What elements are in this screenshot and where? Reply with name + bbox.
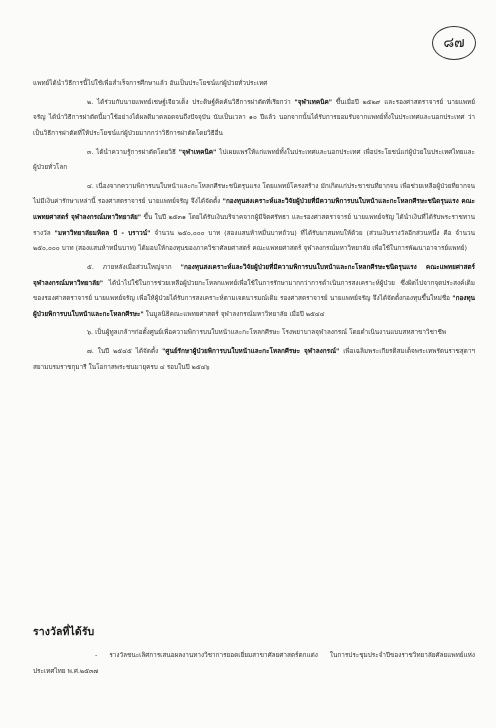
- item-2-text-2: ขึ้นเมื่อปี ๒๕๒๙ และรองศาสตราจารย์ นายแพทย์จรัญ ได้นำวิธีการผ่าตัดนี้มาใช้อย่างได้ผลดีมาตลอดจนถึงปัจจุบัน นับเป็นเวลา ๑๐ ปีแล้ว นอกจากนั้นได้รับการยอมรับจากแพทย์ทั้งในประเทศและนอกประเทศ ว่าเป็นวิธีการผ่าตัดที่ให้ประโยชน์แก่ผู้ป่วยมากกว่าวิธีการผ่าตัดโดยวิธีอื่น: [33, 97, 475, 137]
- item-6-paragraph: [33, 325, 475, 341]
- item-2-paragraph: [33, 95, 475, 142]
- item-4-paragraph: [33, 179, 475, 257]
- item-5-paragraph: [33, 260, 475, 322]
- item-5-text-3: ในมูลนิธิคณะแพทยศาสตร์ จุฬาลงกรณ์มหาวิทยาลัย เมื่อปี ๒๕๔๔: [143, 309, 325, 318]
- intro-paragraph: แพทย์ได้นำวิธีการนี้ไปใช้เพื่อสำเร็จการศึกษาแล้ว อันเป็นประโยชน์แก่ผู้ป่วยทั่วประเทศ: [33, 79, 268, 87]
- awards-body: [33, 648, 475, 682]
- item-5-text-1: ๕. ภายหลังเมื่อส่วนใหญ่จาก: [87, 262, 181, 271]
- item-4-bold-award-name: "มหาวิทยาลัยมหิดล บี - บราวน์": [54, 228, 151, 237]
- item-7-text-2: เพื่อเฉลิมพระเกียรติสมเด็จพระเทพรัตนราชสุดาฯ สยามบรมราชกุมารี ในโอกาสพระชนมายุครบ ๔ รอบในปี ๒๕๔๖: [33, 347, 475, 371]
- document-body: [33, 76, 475, 378]
- award-item: - รางวัลชนะเลิศการเสนอผลงานทางวิชาการยอดเยี่ยมสาขาศัลยศาสตร์ตกแต่ง ในการประชุมประจำปีของราชวิทยาลัยศัลยแพทย์แห่งประเทศไทย พ.ศ.๒๕๓๗: [33, 651, 475, 675]
- item-3-text-1: ๓. ได้นำความรู้การผ่าตัดโดยวิธี: [87, 147, 179, 156]
- item-7-paragraph: [33, 344, 475, 375]
- item-5-text-2: ได้นำไปใช้ในการช่วยเหลือผู้ป่วยกะโหลกแพทย์เพื่อใช้ในการรักษามากกว่าการดำเนินการสงเคราะห์ผู้ป่วย ซึ่งผิดไปจากจุดประสงค์เดิมของรองศาสตราจารย์ นายแพทย์จรัญ เพื่อให้ผู้ป่วยได้รับการสงเคราะห์ตามเจตนารมณ์เดิม รองศาสตราจารย์ นายแพทย์จรัญ จึงได้จัดตั้งกองทุนขึ้นใหม่ชื่อ: [33, 278, 475, 303]
- item-2-bold-term: "จุฬาเทคนิค": [294, 97, 333, 106]
- item-5-bold-fund-name: "กองทุนสงเคราะห์และวิจัยผู้ป่วยที่มีความพิการบนใบหน้าและกะโหลกศีรษะชนิดรุนแรง คณะแพทยศาสตร์ จุฬาลงกรณ์มหาวิทยาลัย": [33, 262, 475, 287]
- item-2-text-1: ๒. ได้ร่วมกับนายแพทย์เชษฐ์เจียวเต็ง ประดิษฐ์คิดค้นวิธีการผ่าตัดที่เรียกว่า: [87, 97, 295, 106]
- item-4-text-1: ๔. เนื่องจากความพิการบนใบหน้าและกะโหลกศีรษะชนิดรุนแรง โดยแพทย์โครงสร้าง มักเกิดแก่ประชาชนที่ยากจน เพื่อช่วยเหลือผู้ป่วยที่ยากจนไม่มีเงินค่ารักษาเหล่านี้ รองศาสตราจารย์ นายแพทย์จรัญ จึงได้จัดตั้ง: [33, 181, 475, 206]
- item-7-bold-center-name: "ศูนย์รักษาผู้ป่วยพิการบนใบหน้าและกะโหลกศีรษะ จุฬาลงกรณ์": [162, 347, 340, 356]
- item-4-text-3: จำนวน ๒๕๐,๐๐๐ บาท (สองแสนห้าหมื่นบาทถ้วน) ที่ได้รับมาสมทบให้ด้วย (ส่วนเงินรางวัลอีกส่วนหนึ่ง คือ จำนวน ๒๕๐,๐๐๐ บาท (สองแสนห้าหมื่นบาท) ได้มอบให้กองทุนของภาควิชาศัลยศาสตร์ คณะแพทยศาสตร์ จุฬาลงกรณ์มหาวิทยาลัย เพื่อใช้ในการพัฒนาอาจารย์แพทย์): [33, 228, 475, 253]
- item-4-text-2: ขึ้น ในปี ๒๕๓๑ โดยได้รับเงินบริจาคจากผู้มีจิตศรัทธา และรองศาสตราจารย์ นายแพทย์จรัญ ได้นำเงินที่ได้รับพระราชทานรางวัล: [33, 213, 475, 237]
- item-6-text-1: ๖. เป็นผู้ทูลเกล้าฯก่อตั้งศูนย์เพื่อความพิการบนใบหน้าและกะโหลกศีรษะ โรงพยาบาลจุฬาลงกรณ์ โดยดำเนินงานแบบสหสาขาวิชาชีพ: [87, 328, 447, 337]
- item-4-bold-fund-name: "กองทุนสงเคราะห์และวิจัยผู้ป่วยที่มีความพิการบนใบหน้าและกะโหลกศีรษะชนิดรุนแรง คณะแพทยศาสตร์ จุฬาลงกรณ์มหาวิทยาลัย": [33, 197, 475, 222]
- item-3-paragraph: [33, 145, 475, 176]
- item-5-bold-new-fund: "กองทุนผู้ป่วยพิการบนใบหน้าและกะโหลกศีรษะ": [33, 294, 475, 318]
- page-number-circle: [432, 26, 476, 60]
- awards-heading: รางวัลที่ได้รับ: [33, 626, 95, 638]
- item-3-bold-term: "จุฬาเทคนิค": [178, 147, 217, 156]
- page-number: ๘๗: [443, 35, 465, 51]
- item-7-text-1: ๗. ในปี ๒๕๔๕ ได้จัดตั้ง: [87, 347, 163, 356]
- item-3-text-2: ไปเผยแพร่ให้แก่แพทย์ทั้งในประเทศและนอกประเทศ เพื่อประโยชน์แก่ผู้ป่วยในประเทศไทยและผู้ป่วยทั่วโลก: [33, 147, 475, 172]
